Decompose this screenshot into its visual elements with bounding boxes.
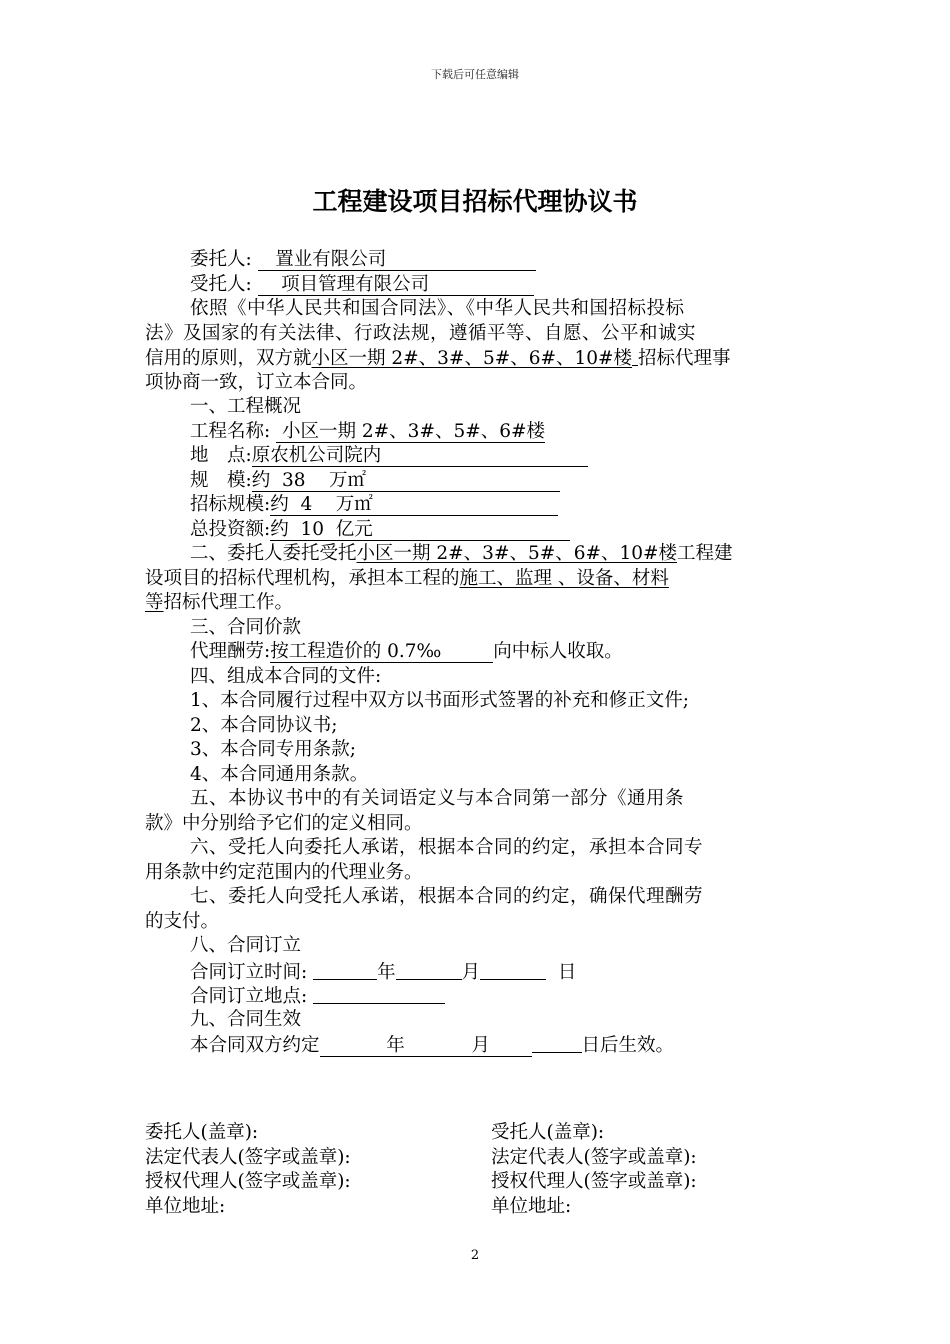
project-name-field xyxy=(276,422,545,443)
section4-item: 3、本合同专用条款; xyxy=(190,739,357,760)
signature-line: 法定代表人(签字或盖章): xyxy=(145,1146,351,1168)
section7-line-2: 的支付。 xyxy=(145,910,220,932)
investment-field xyxy=(270,520,570,541)
section4-item: 2、本合同协议书; xyxy=(190,714,338,736)
signing-place-line xyxy=(145,983,807,1008)
section7-line-1: 七、委托人向受托人承诺，根据本合同的约定，确保代理酬劳 xyxy=(190,886,704,907)
location-line xyxy=(145,444,807,469)
section8-heading: 八、合同订立 xyxy=(190,935,302,956)
bid-scale-field xyxy=(270,495,558,516)
bid-scale-label: 招标规模: xyxy=(190,494,271,515)
page-header: 下载后可任意编辑 xyxy=(431,68,519,81)
project-name-label: 工程名称: xyxy=(190,420,271,442)
section5-line-1: 五、本协议书中的有关词语定义与本合同第一部分《通用条 xyxy=(190,788,685,809)
day-blank xyxy=(480,959,546,980)
month-label: 月 xyxy=(461,961,481,983)
section6-line-2: 用条款中约定范围内的代理业务。 xyxy=(145,861,423,883)
signature-block-left xyxy=(145,1121,351,1219)
party-b-field xyxy=(258,275,534,296)
section2-line-3-text: 招标代理工作。 xyxy=(163,592,294,613)
section2-scope-end: 等 xyxy=(145,592,164,613)
project-name-value: 小区一期 2#、3#、5#、6#楼 xyxy=(282,420,545,442)
section2-scope: 施工、监理 、设备、材料 xyxy=(459,567,669,589)
section2-line-2 xyxy=(145,567,807,592)
party-a-label: 委托人: xyxy=(190,249,252,270)
signing-time-label: 合同订立时间: xyxy=(190,961,308,983)
section5-line-2: 款》中分别给予它们的定义相同。 xyxy=(145,812,423,834)
party-a-field xyxy=(258,250,536,271)
section2-project-name: 小区一期 2#、3#、5#、6#、10#楼 xyxy=(356,543,678,564)
party-a-value: 置业有限公司 xyxy=(275,249,387,270)
effective-tail: 日后生效。 xyxy=(581,1035,675,1056)
section2-line-2-text: 设项目的招标代理机构，承担本工程的 xyxy=(145,567,460,589)
effective-year-label: 年 xyxy=(386,1035,405,1056)
section2-line-3 xyxy=(145,591,807,616)
intro-line-4: 项协商一致，订立本合同。 xyxy=(145,371,368,393)
signing-place-blank xyxy=(313,983,445,1004)
fee-label: 代理酬劳: xyxy=(190,641,271,662)
effective-line xyxy=(145,1032,807,1057)
effective-text: 本合同双方约定 xyxy=(190,1035,320,1056)
intro-line-1: 依照《中华人民共和国合同法》、《中华人民共和国招标投标 xyxy=(190,298,685,319)
signature-line: 授权代理人(签字或盖章): xyxy=(491,1171,697,1192)
section3-heading: 三、合同价款 xyxy=(190,616,302,638)
signature-line: 授权代理人(签字或盖章): xyxy=(145,1171,351,1192)
section2-line-1 xyxy=(145,542,807,567)
month-blank xyxy=(396,959,462,980)
page-number: 2 xyxy=(470,1248,480,1263)
day-label: 日 xyxy=(557,961,577,983)
signing-time-line xyxy=(145,959,807,984)
fee-field xyxy=(270,642,493,663)
section2-text-tail: 工程建 xyxy=(677,543,733,564)
section4-item: 4、本合同通用条款。 xyxy=(190,763,369,785)
section1-heading: 一、工程概况 xyxy=(190,396,302,417)
signature-line: 委托人(盖章): xyxy=(145,1122,259,1143)
bid-scale-value: 约 4 万㎡ xyxy=(270,494,373,515)
location-field xyxy=(252,446,588,467)
fee-line xyxy=(145,640,807,665)
document-title: 工程建设项目招标代理协议书 xyxy=(312,187,638,216)
year-blank xyxy=(313,959,377,980)
investment-value: 约 10 亿元 xyxy=(270,518,373,540)
year-label: 年 xyxy=(377,961,396,983)
effective-day-blank xyxy=(532,1032,582,1053)
scale-label: 规 模: xyxy=(190,469,252,491)
effective-year-field xyxy=(320,1036,472,1057)
party-a-line xyxy=(145,248,807,273)
intro-line-3-text: 信用的原则，双方就 xyxy=(145,348,312,369)
effective-month-field xyxy=(472,1036,532,1057)
section4-heading: 四、组成本合同的文件: xyxy=(190,665,382,687)
fee-suffix: 向中标人收取。 xyxy=(493,641,623,662)
signing-place-label: 合同订立地点: xyxy=(190,986,308,1007)
effective-month-label: 月 xyxy=(471,1035,491,1056)
signature-line: 单位地址: xyxy=(491,1195,572,1217)
location-label: 地 点: xyxy=(190,445,252,466)
signature-line: 受托人(盖章): xyxy=(491,1122,605,1143)
section2-text: 二、委托人委托受托 xyxy=(190,543,357,564)
section6-line-1: 六、受托人向委托人承诺，根据本合同的约定，承担本合同专 xyxy=(190,837,704,858)
intro-line-2: 法》及国家的有关法律、行政法规，遵循平等、自愿、公平和诚实 xyxy=(145,322,697,344)
fee-value: 按工程造价的 0.7‰ xyxy=(270,641,442,662)
document-body xyxy=(145,248,807,1057)
party-b-line xyxy=(145,273,807,298)
signature-block-right xyxy=(491,1121,697,1219)
scale-field xyxy=(252,471,560,492)
investment-line xyxy=(145,518,807,543)
bid-scale-line xyxy=(145,493,807,518)
intro-line-3 xyxy=(145,346,807,371)
signature-line: 法定代表人(签字或盖章): xyxy=(491,1146,697,1168)
section9-heading: 九、合同生效 xyxy=(190,1008,302,1030)
project-name-line xyxy=(145,420,807,445)
party-b-label: 受托人: xyxy=(190,273,252,295)
signature-line: 单位地址: xyxy=(145,1195,226,1217)
party-b-value: 项目管理有限公司 xyxy=(281,273,430,295)
location-value: 原农机公司院内 xyxy=(251,445,382,466)
scale-line xyxy=(145,469,807,494)
investment-label: 总投资额: xyxy=(190,518,271,540)
scale-value: 约 38 万㎡ xyxy=(251,469,367,491)
intro-project-name: 小区一期 2#、3#、5#、6#、10#楼 xyxy=(311,348,633,369)
section4-item: 1、本合同履行过程中双方以书面形式签署的补充和修正文件; xyxy=(190,690,690,711)
intro-line-3-tail: 招标代理事 xyxy=(638,348,731,369)
